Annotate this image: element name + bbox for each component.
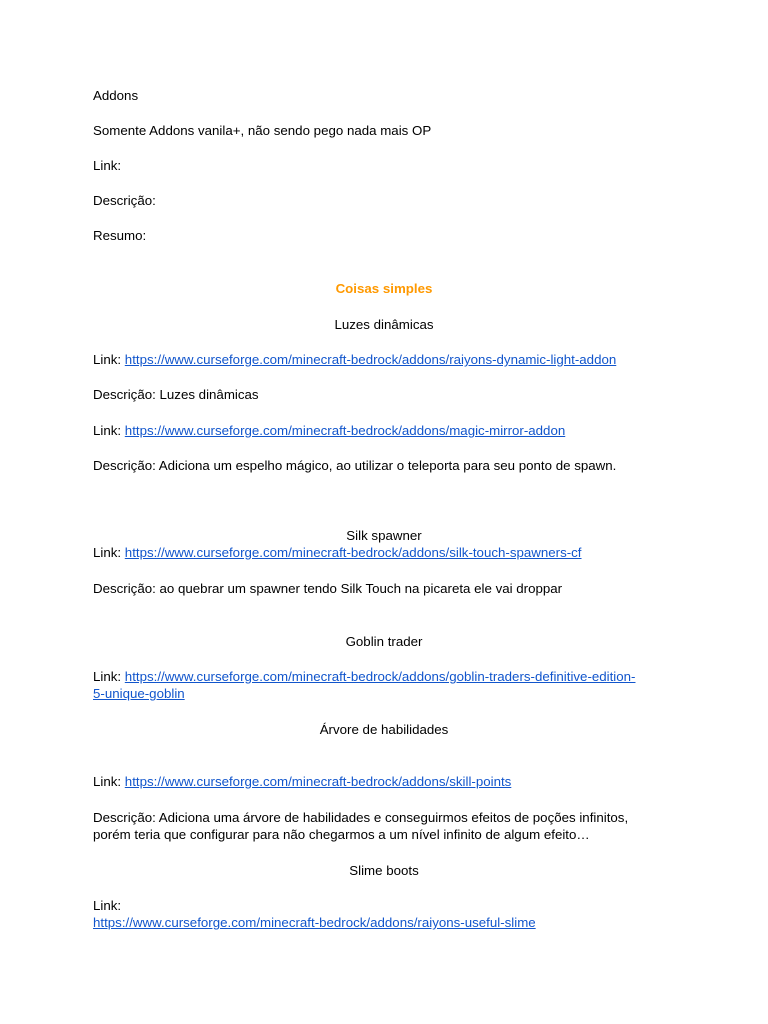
addon-link-row-continuation	[93, 685, 683, 703]
addon-link-row	[93, 544, 683, 562]
addon-title-silk-spawner: Silk spawner	[346, 528, 422, 543]
addon-link-label-slime-boots: Link:	[93, 898, 122, 913]
link-label: Link:	[93, 669, 122, 684]
addon-link-row	[93, 351, 683, 369]
addon-title-goblin-trader: Goblin trader	[345, 634, 423, 649]
addon-link-silk-spawner[interactable]: https://www.curseforge.com/minecraft-bedrock/addons/silk-touch-spawners-cf	[124, 545, 582, 560]
addon-title-slime-boots: Slime boots	[349, 863, 419, 878]
addon-link-goblin-trader-continued[interactable]: 5-unique-goblin	[93, 686, 185, 701]
addon-link-dynamic-lights[interactable]: https://www.curseforge.com/minecraft-bedrock/addons/raiyons-dynamic-light-addon	[124, 352, 617, 367]
addon-description-magic-mirror: Descrição: Adiciona um espelho mágico, ao utilizar o teleporta para seu ponto de spawn.	[93, 458, 617, 473]
intro-summary-label: Resumo:	[93, 228, 147, 243]
addon-description-dynamic-lights: Descrição: Luzes dinâmicas	[93, 387, 259, 402]
addon-link-row	[93, 668, 683, 686]
link-label: Link:	[93, 352, 122, 367]
addon-description-silk-spawner: Descrição: ao quebrar um spawner tendo Silk Touch na picareta ele vai droppar	[93, 581, 563, 596]
addon-link-magic-mirror[interactable]: https://www.curseforge.com/minecraft-bedrock/addons/magic-mirror-addon	[124, 423, 566, 438]
document-title: Addons	[93, 88, 139, 103]
link-label: Link:	[93, 545, 122, 560]
addon-title-dynamic-lights: Luzes dinâmicas	[334, 317, 434, 332]
addon-link-row	[93, 914, 683, 932]
addon-link-row	[93, 422, 683, 440]
intro-link-label: Link:	[93, 158, 122, 173]
link-label: Link:	[93, 423, 122, 438]
addon-link-row	[93, 773, 683, 791]
intro-description-label: Descrição:	[93, 193, 156, 208]
addon-link-skill-tree[interactable]: https://www.curseforge.com/minecraft-bedrock/addons/skill-points	[124, 774, 512, 789]
addon-title-skill-tree: Árvore de habilidades	[319, 722, 449, 737]
link-label: Link:	[93, 774, 122, 789]
addon-link-goblin-trader[interactable]: https://www.curseforge.com/minecraft-bedrock/addons/goblin-traders-definitive-edition-	[124, 669, 636, 684]
section-heading: Coisas simples	[335, 281, 433, 296]
addon-link-slime-boots[interactable]: https://www.curseforge.com/minecraft-bedrock/addons/raiyons-useful-slime	[93, 915, 536, 930]
addon-description-skill-tree-line2: porém teria que configurar para não chegarmos a um nível infinito de algum efeito…	[93, 827, 590, 842]
document-subtitle: Somente Addons vanila+, não sendo pego nada mais OP	[93, 123, 432, 138]
addon-description-skill-tree-line1: Descrição: Adiciona uma árvore de habilidades e conseguirmos efeitos de poções infinitos,	[93, 810, 629, 825]
